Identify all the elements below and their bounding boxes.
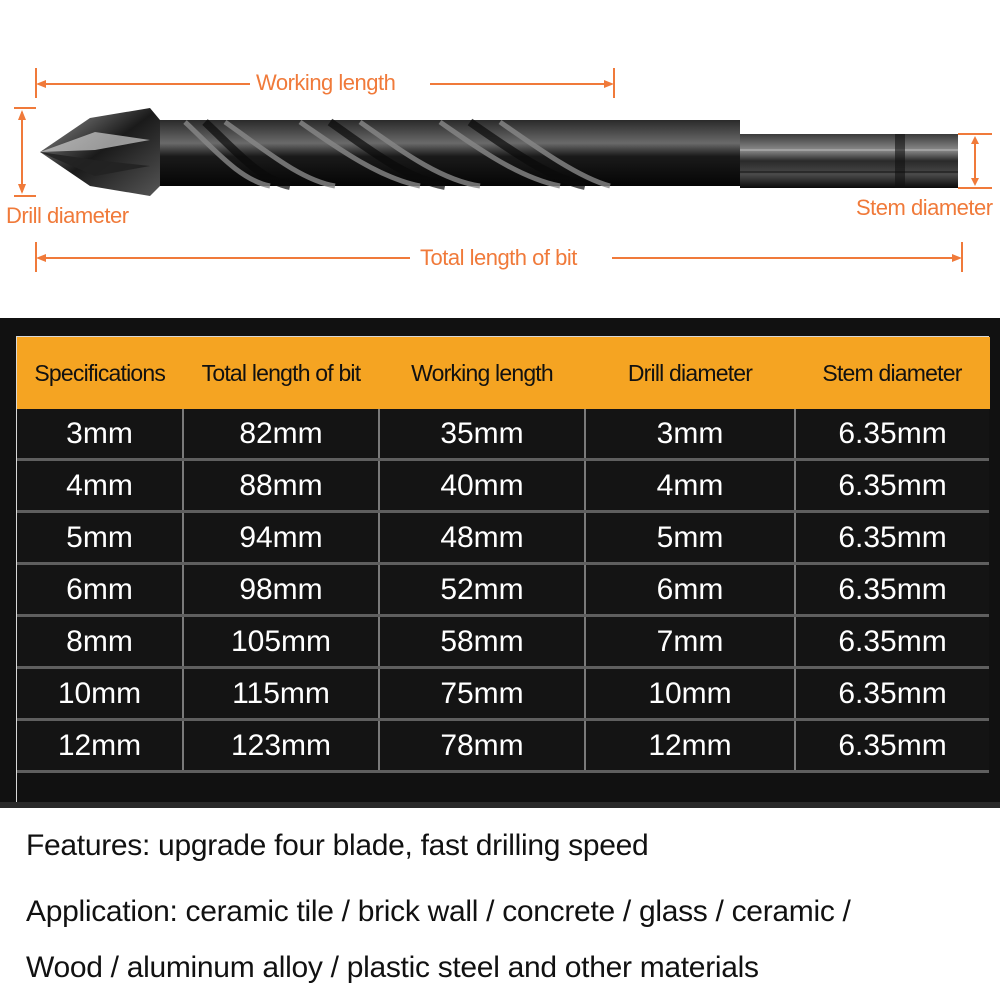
cell-spec: 6mm [17, 564, 183, 616]
drill-tip [40, 108, 160, 196]
spec-table [17, 337, 990, 773]
cell-drill-diameter: 12mm [585, 720, 795, 772]
cell-drill-diameter: 3mm [585, 409, 795, 460]
table-header-row [17, 337, 989, 409]
cell-drill-diameter: 5mm [585, 512, 795, 564]
cell-total-length: 94mm [183, 512, 379, 564]
cell-spec: 3mm [17, 409, 183, 460]
header-working-length: Working length [379, 337, 585, 409]
cell-spec: 5mm [17, 512, 183, 564]
cell-spec: 10mm [17, 668, 183, 720]
cell-working-length: 78mm [379, 720, 585, 772]
cell-spec: 8mm [17, 616, 183, 668]
cell-spec: 12mm [17, 720, 183, 772]
cell-stem-diameter: 6.35mm [795, 616, 989, 668]
cell-stem-diameter: 6.35mm [795, 409, 989, 460]
table-row [17, 409, 989, 460]
spec-table-frame [16, 336, 989, 807]
cell-stem-diameter: 6.35mm [795, 512, 989, 564]
cell-working-length: 58mm [379, 616, 585, 668]
table-row [17, 616, 989, 668]
cell-working-length: 48mm [379, 512, 585, 564]
total-length-label: Total length of bit [416, 245, 581, 271]
table-row [17, 460, 989, 512]
cell-stem-diameter: 6.35mm [795, 460, 989, 512]
drill-diameter-label: Drill diameter [2, 203, 133, 229]
cell-total-length: 98mm [183, 564, 379, 616]
table-bottom-bar [0, 802, 1000, 808]
features-text: Features: upgrade four blade, fast drilling speed [26, 829, 649, 862]
cell-drill-diameter: 10mm [585, 668, 795, 720]
cell-stem-diameter: 6.35mm [795, 668, 989, 720]
hex-stem [740, 134, 958, 188]
cell-total-length: 123mm [183, 720, 379, 772]
stem-diameter-label: Stem diameter [852, 195, 997, 221]
cell-total-length: 88mm [183, 460, 379, 512]
cell-stem-diameter: 6.35mm [795, 564, 989, 616]
cell-working-length: 75mm [379, 668, 585, 720]
table-row [17, 512, 989, 564]
cell-stem-diameter: 6.35mm [795, 720, 989, 772]
header-drill-diameter: Drill diameter [585, 337, 795, 409]
cell-drill-diameter: 7mm [585, 616, 795, 668]
spec-table-panel [0, 318, 1000, 808]
cell-working-length: 52mm [379, 564, 585, 616]
header-stem-diameter: Stem diameter [795, 337, 989, 409]
cell-working-length: 40mm [379, 460, 585, 512]
cell-drill-diameter: 4mm [585, 460, 795, 512]
cell-total-length: 82mm [183, 409, 379, 460]
cell-total-length: 105mm [183, 616, 379, 668]
working-length-label: Working length [252, 70, 399, 96]
application-text-line1: Application: ceramic tile / brick wall / concrete / glass / ceramic / [26, 895, 851, 928]
table-row [17, 720, 989, 772]
cell-total-length: 115mm [183, 668, 379, 720]
application-text-line2: Wood / aluminum alloy / plastic steel and other materials [26, 951, 759, 984]
cell-drill-diameter: 6mm [585, 564, 795, 616]
drill-bit-diagram [0, 0, 1000, 300]
table-row [17, 668, 989, 720]
table-row [17, 564, 989, 616]
cell-working-length: 35mm [379, 409, 585, 460]
cell-spec: 4mm [17, 460, 183, 512]
header-total-length: Total length of bit [183, 337, 379, 409]
header-specifications: Specifications [17, 337, 183, 409]
